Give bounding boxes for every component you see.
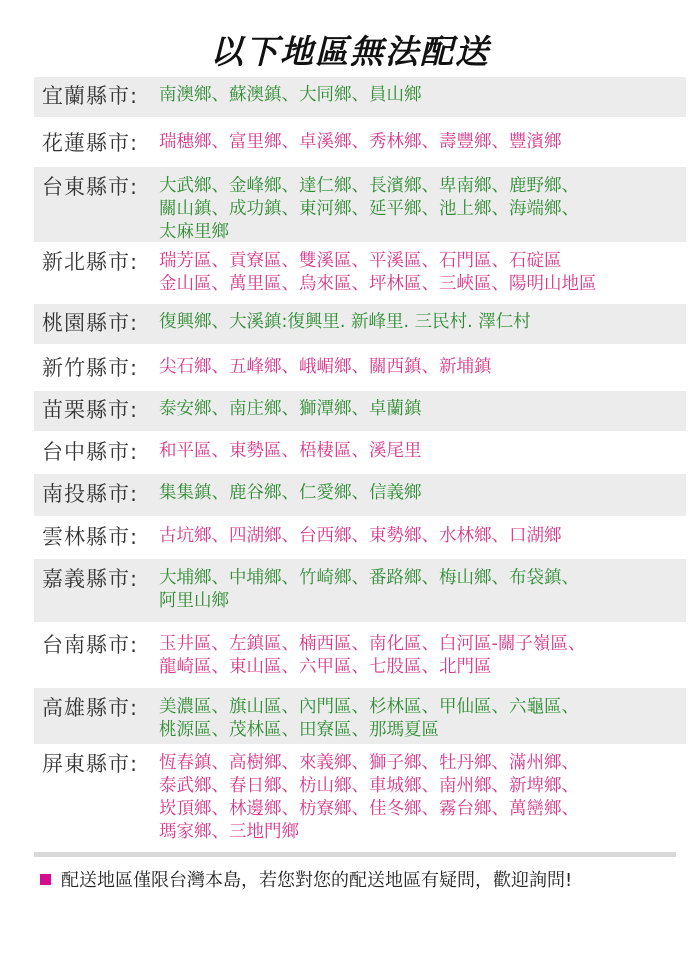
township-list xyxy=(159,440,686,463)
county-label: 花蓮縣市: xyxy=(42,131,139,155)
region-row xyxy=(34,347,686,391)
county-label: 嘉義縣市: xyxy=(42,567,139,591)
township-line: 美濃區、旗山區、內門區、杉林區、甲仙區、六龜區、 xyxy=(159,697,579,717)
township-list xyxy=(159,398,686,421)
township-line: 古坑鄉、四湖鄉、台西鄉、東勢鄉、水林鄉、口湖鄉 xyxy=(159,525,562,546)
township-list xyxy=(159,131,686,154)
county-label: 桃園縣市: xyxy=(42,311,139,335)
region-list xyxy=(0,77,700,844)
county-label: 台中縣市: xyxy=(42,439,139,464)
township-list xyxy=(159,633,686,679)
footer-text: 配送地區僅限台灣本島，若您對您的配送地區有疑問，歡迎詢問! xyxy=(61,870,573,891)
township-line: 大武鄉、金峰鄉、達仁鄉、長濱鄉、卑南鄉、鹿野鄉、 xyxy=(159,176,579,196)
township-list xyxy=(159,175,686,244)
township-line: 復興鄉、大溪鎮:復興里. 新峰里. 三民村. 澤仁村 xyxy=(159,312,531,332)
county-label: 屏東縣市: xyxy=(42,752,139,776)
township-line: 金山區、萬里區、烏來區、坪林區、三峽區、陽明山地區 xyxy=(159,274,597,294)
region-row xyxy=(34,304,686,344)
township-list xyxy=(159,482,686,505)
county-label: 台東縣市: xyxy=(42,175,139,199)
township-line: 集集鎮、鹿谷鄉、仁愛鄉、信義鄉 xyxy=(159,483,422,503)
township-line: 瑞穗鄉、富里鄉、卓溪鄉、秀林鄉、壽豐鄉、豐濱鄉 xyxy=(159,132,562,152)
township-line: 南澳鄉、蘇澳鎮、大同鄉、員山鄉 xyxy=(159,85,422,105)
township-line: 崁頂鄉、林邊鄉、枋寮鄉、佳冬鄉、霧台鄉、萬巒鄉、 xyxy=(159,799,579,819)
region-row xyxy=(34,516,686,559)
township-list xyxy=(159,696,686,742)
township-list xyxy=(159,250,686,296)
township-line: 關山鎮、成功鎮、東河鄉、延平鄉、池上鄉、海端鄉、 xyxy=(159,199,579,219)
region-row xyxy=(34,391,686,431)
region-row xyxy=(34,431,686,474)
divider xyxy=(34,852,676,857)
county-label: 新竹縣市: xyxy=(42,356,139,380)
square-bullet-icon xyxy=(40,874,51,885)
county-label: 苗栗縣市: xyxy=(42,398,139,422)
township-line: 泰安鄉、南庄鄉、獅潭鄉、卓蘭鎮 xyxy=(159,399,422,419)
township-line: 桃源區、茂林區、田寮區、那瑪夏區 xyxy=(159,720,439,740)
township-list xyxy=(159,752,686,844)
county-label: 宜蘭縣市: xyxy=(42,84,139,108)
region-row xyxy=(34,688,686,744)
township-line: 尖石鄉、五峰鄉、峨嵋鄉、關西鎮、新埔鎮 xyxy=(159,357,492,377)
county-label: 高雄縣市: xyxy=(42,696,139,720)
region-row xyxy=(34,77,686,117)
township-list xyxy=(159,567,686,613)
township-line: 龍崎區、東山區、六甲區、七股區、北門區 xyxy=(159,657,492,677)
township-list xyxy=(159,84,686,107)
region-row xyxy=(34,242,686,304)
township-line: 和平區、東勢區、梧棲區、溪尾里 xyxy=(159,440,422,461)
township-line: 阿里山鄉 xyxy=(159,591,229,611)
township-line: 玉井區、左鎮區、楠西區、南化區、白河區-關子嶺區、 xyxy=(159,634,586,654)
region-row xyxy=(34,121,686,167)
region-row xyxy=(34,744,686,844)
township-line: 瑞芳區、貢寮區、雙溪區、平溪區、石門區、石碇區 xyxy=(159,251,562,271)
region-row xyxy=(34,625,686,688)
township-line: 大埔鄉、中埔鄉、竹崎鄉、番路鄉、梅山鄉、布袋鎮、 xyxy=(159,568,579,588)
county-label: 台南縣市: xyxy=(42,633,139,657)
township-list xyxy=(159,311,686,334)
township-line: 瑪家鄉、三地門鄉 xyxy=(159,822,299,842)
county-label: 新北縣市: xyxy=(42,250,139,274)
page-title: 以下地區無法配送 xyxy=(210,32,490,71)
township-line: 太麻里鄉 xyxy=(159,222,229,242)
township-line: 泰武鄉、春日鄉、枋山鄉、車城鄉、南州鄉、新埤鄉、 xyxy=(159,776,579,796)
region-row xyxy=(34,559,686,622)
footer-note xyxy=(40,866,572,892)
county-label: 雲林縣市: xyxy=(42,524,139,549)
region-row xyxy=(34,167,686,242)
region-row xyxy=(34,474,686,516)
county-label: 南投縣市: xyxy=(42,482,139,506)
township-line: 恆春鎮、高樹鄉、來義鄉、獅子鄉、牡丹鄉、滿州鄉、 xyxy=(159,753,579,773)
township-list xyxy=(159,356,686,379)
township-list xyxy=(159,525,686,548)
